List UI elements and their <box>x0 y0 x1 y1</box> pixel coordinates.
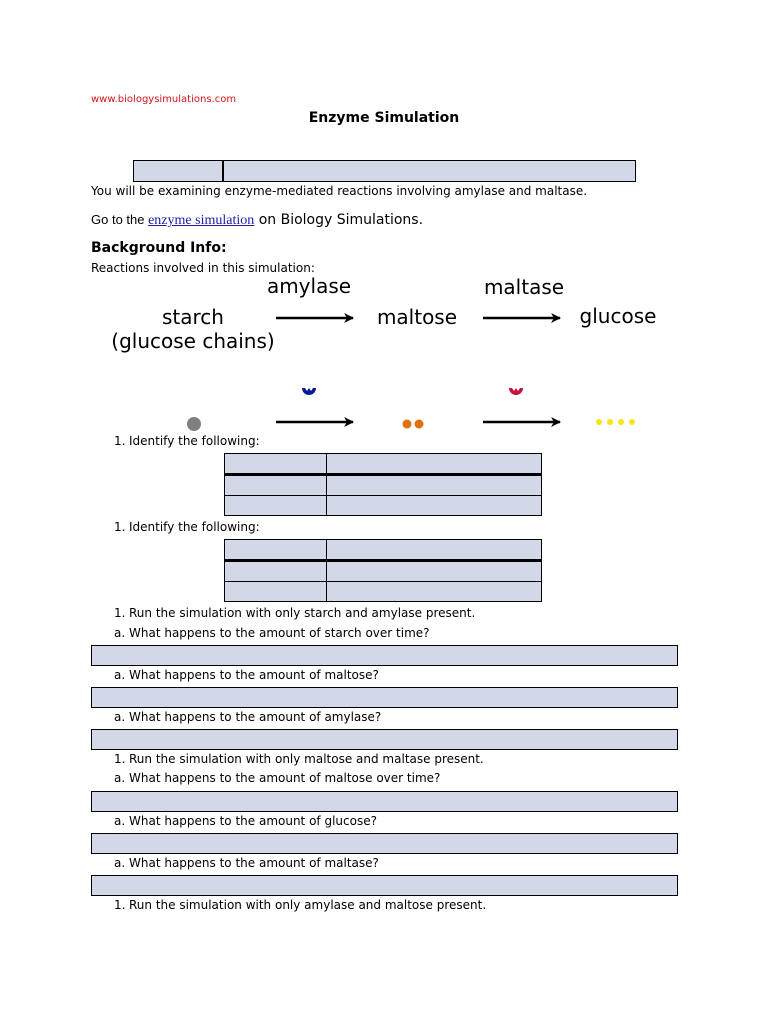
product-label: glucose <box>579 304 657 328</box>
substrate-note: (glucose chains) <box>111 329 275 353</box>
question-5 <box>114 898 486 912</box>
question-4c <box>114 856 379 870</box>
answer-field-3b[interactable] <box>91 687 678 708</box>
question-text: What happens to the amount of maltose over time? <box>129 771 441 785</box>
question-num: a. <box>114 626 126 640</box>
answer-field-4c[interactable] <box>91 875 678 896</box>
identify-table-2 <box>224 539 542 602</box>
question-4 <box>114 752 484 766</box>
reaction-diagram <box>0 270 768 440</box>
enzyme2-label: maltase <box>483 275 565 299</box>
answer-field-4a[interactable] <box>91 791 678 812</box>
maltose-dot-2 <box>415 420 424 429</box>
question-num: 1. <box>114 520 126 534</box>
question-num: 1. <box>114 898 126 912</box>
starch-dot <box>187 417 201 431</box>
website-link[interactable]: www.biologysimulations.com <box>91 94 237 105</box>
question-text: Identify the following: <box>129 434 260 448</box>
table-cell[interactable] <box>225 561 327 582</box>
name-period-field[interactable] <box>133 160 636 182</box>
table-cell[interactable] <box>327 540 542 561</box>
question-text: Identify the following: <box>129 520 260 534</box>
question-text: Run the simulation with only amylase and maltose present. <box>129 898 487 912</box>
reactions-label: Reactions involved in this simulation: <box>91 261 315 275</box>
period-cell[interactable] <box>134 161 224 181</box>
question-3b <box>114 668 379 682</box>
goto-suffix: on Biology Simulations. <box>254 212 424 228</box>
question-text: What happens to the amount of starch over time? <box>129 626 430 640</box>
question-text: What happens to the amount of amylase? <box>129 710 382 724</box>
question-num: 1. <box>114 606 126 620</box>
question-text: Run the simulation with only starch and amylase present. <box>129 606 476 620</box>
table-cell[interactable] <box>327 496 542 516</box>
identify-table-1 <box>224 453 542 516</box>
glucose-dot-3 <box>618 419 624 425</box>
background-heading: Background Info: <box>91 240 227 256</box>
question-text: Run the simulation with only maltose and maltase present. <box>129 752 484 766</box>
question-4b <box>114 814 377 828</box>
enzyme-simulation-link[interactable]: enzyme simulation <box>148 213 255 228</box>
table-cell[interactable] <box>225 496 327 516</box>
intermediate-label: maltose <box>376 305 458 329</box>
intro-text: You will be examining enzyme-mediated reactions involving amylase and maltase. <box>91 184 588 198</box>
goto-prefix: Go to the <box>91 212 149 227</box>
table-cell[interactable] <box>327 561 542 582</box>
table-cell[interactable] <box>225 582 327 602</box>
question-3a <box>114 626 430 640</box>
table-cell[interactable] <box>327 454 542 475</box>
question-num: a. <box>114 814 126 828</box>
maltose-dot-1 <box>403 420 412 429</box>
substrate-label: starch <box>162 305 224 329</box>
question-text: What happens to the amount of maltase? <box>129 856 379 870</box>
question-num: a. <box>114 668 126 682</box>
question-num: a. <box>114 710 126 724</box>
glucose-dot-2 <box>607 419 613 425</box>
question-1 <box>114 434 260 448</box>
table-cell[interactable] <box>225 475 327 496</box>
amylase-icon <box>302 388 316 395</box>
question-num: 1. <box>114 752 126 766</box>
question-3 <box>114 606 475 620</box>
question-num: a. <box>114 771 126 785</box>
glucose-dot-1 <box>596 419 602 425</box>
question-4a <box>114 771 440 785</box>
table-cell[interactable] <box>225 540 327 561</box>
goto-line <box>91 212 423 229</box>
table-cell[interactable] <box>327 475 542 496</box>
table-cell[interactable] <box>327 582 542 602</box>
table-cell[interactable] <box>225 454 327 475</box>
name-cell[interactable] <box>224 161 635 181</box>
question-num: a. <box>114 856 126 870</box>
answer-field-4b[interactable] <box>91 833 678 854</box>
question-2 <box>114 520 260 534</box>
document-title: Enzyme Simulation <box>308 110 460 126</box>
answer-field-3c[interactable] <box>91 729 678 750</box>
maltase-icon <box>509 388 523 395</box>
question-num: 1. <box>114 434 126 448</box>
glucose-dot-4 <box>629 419 635 425</box>
enzyme1-label: amylase <box>266 274 352 298</box>
answer-field-3a[interactable] <box>91 645 678 666</box>
question-text: What happens to the amount of glucose? <box>129 814 377 828</box>
question-3c <box>114 710 381 724</box>
question-text: What happens to the amount of maltose? <box>129 668 379 682</box>
